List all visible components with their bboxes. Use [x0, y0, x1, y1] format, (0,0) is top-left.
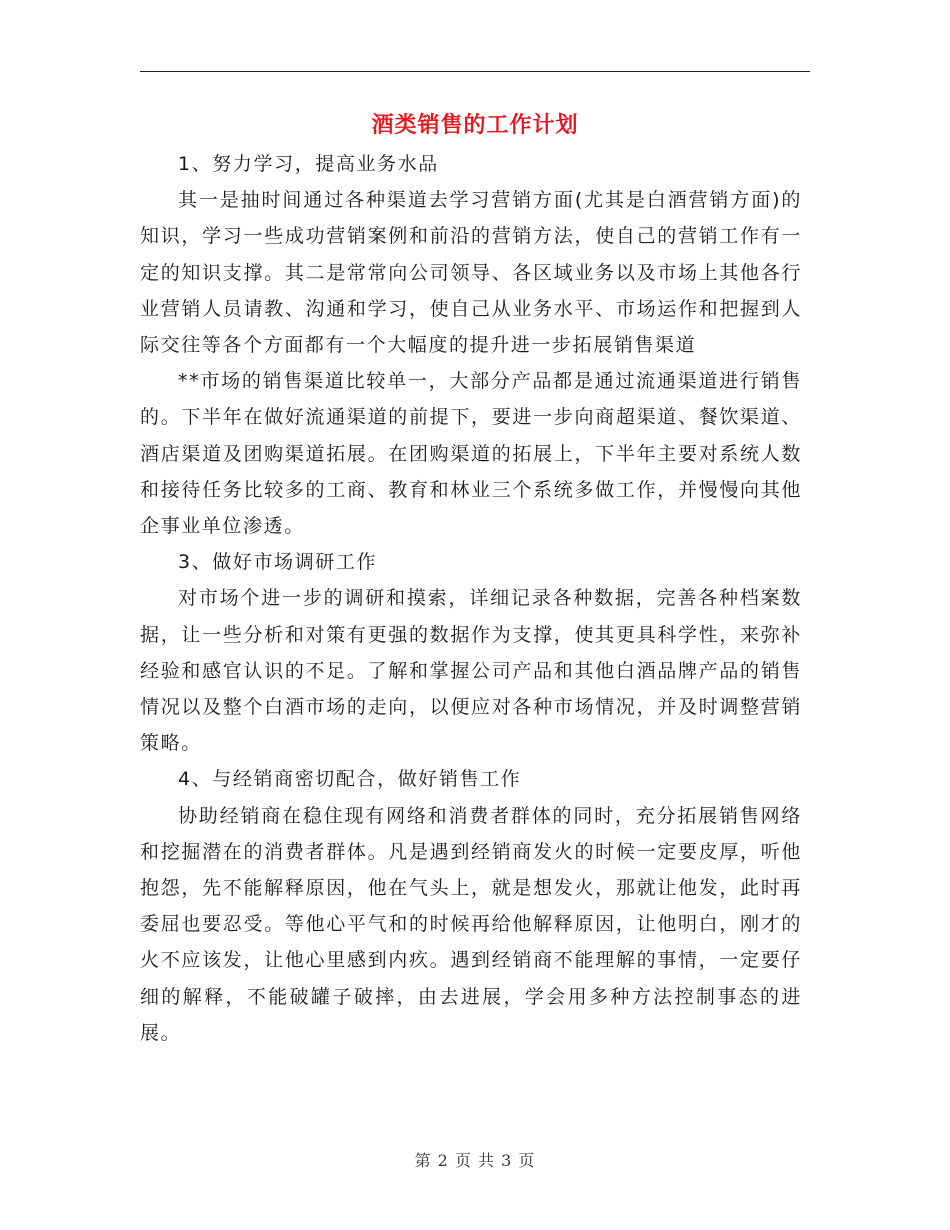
header-rule: [140, 71, 810, 72]
paragraph: 1、努力学习，提高业务水品: [178, 153, 439, 175]
paragraph: 4、与经销商密切配合，做好销售工作: [178, 768, 522, 791]
paragraph: 协助经销商在稳住现有网络和消费者群体的同时，充分拓展销售网络和挖掘潜在的消费者群体。凡是遇到经销商发火的时候一定要皮厚，听他抱怨，先不能解释原因，他在气头上，就是想发火，那就让他发，此时再委屈也要忍受。等他心平气和的时候再给他解释原因，让他明白，刚才的火不应该发，让他心里感到内疚。遇到经销商不能理解的事情，一定要仔细的解释，不能破罐子破摔，由去进展，学会用多种方法控制事态的进展。: [140, 804, 802, 1044]
paragraph: **市场的销售渠道比较单一，大部分产品都是通过流通渠道进行销售的。下半年在做好流通渠道的前提下，要进一步向商超渠道、餐饮渠道、酒店渠道及团购渠道拓展。在团购渠道的拓展上，下半年主要对系统人数和接待任务比较多的工商、教育和林业三个系统多做工作，并慢慢向其他企事业单位渗透。: [140, 370, 802, 538]
paragraph: 对市场个进一步的调研和摸索，详细记录各种数据，完善各种档案数据，让一些分析和对策有更强的数据作为支撑，使其更具科学性，来弥补经验和感官认识的不足。了解和掌握公司产品和其他白酒品牌产品的销售情况以及整个白酒市场的走向，以便应对各种市场情况，并及时调整营销策略。: [140, 587, 802, 755]
document-body: [140, 146, 802, 1051]
paragraph: 3、做好市场调研工作: [178, 551, 378, 574]
paragraph: 其一是抽时间通过各种渠道去学习营销方面(尤其是白酒营销方面)的知识，学习一些成功营销案例和前沿的营销方法，使自己的营销工作有一定的知识支撑。其二是常常向公司领导、各区域业务以及市场上其他各行业营销人员请教、沟通和学习，使自己从业务水平、市场运作和把握到人际交往等各个方面都有一个大幅度的提升进一步拓展销售渠道: [140, 189, 802, 357]
document-title: 酒类销售的工作计划: [371, 112, 579, 138]
page-footer: 第 2 页 共 3 页: [414, 1151, 536, 1170]
